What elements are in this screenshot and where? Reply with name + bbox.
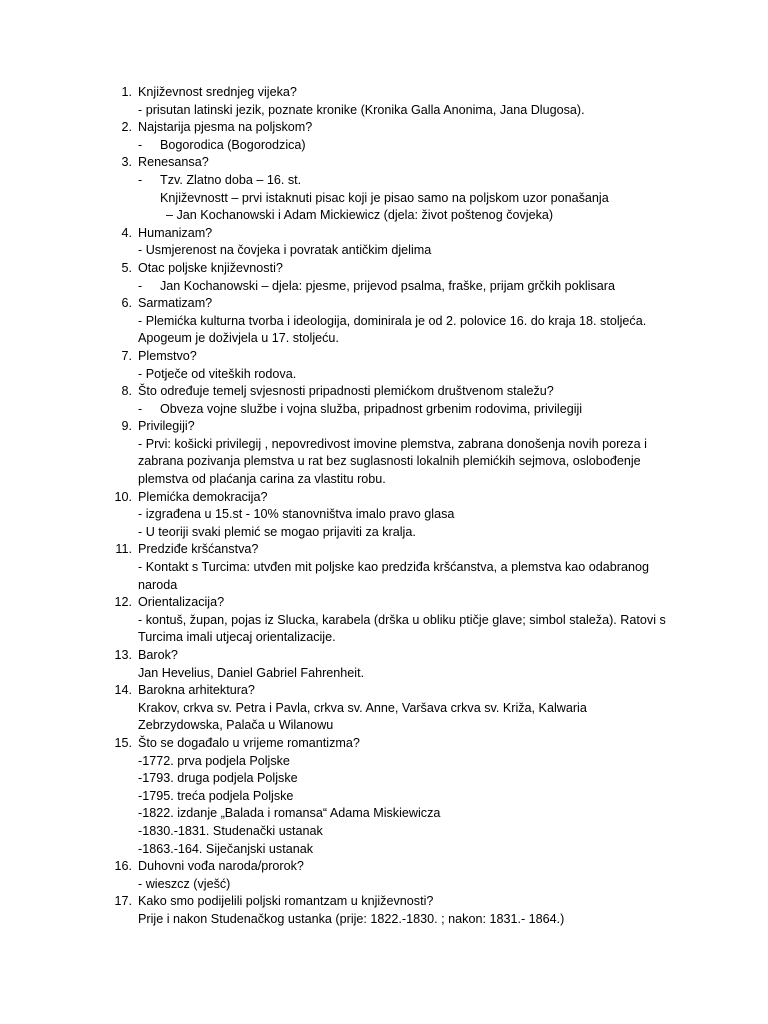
list-number: 11. [115, 542, 132, 557]
list-number: 17. [114, 894, 132, 909]
answer-line [0, 330, 768, 348]
answer-line [0, 700, 768, 718]
answer-line [0, 805, 768, 823]
answer-line [0, 823, 768, 841]
question-line [0, 647, 768, 665]
question-line [0, 682, 768, 700]
question-line [0, 154, 768, 172]
answer-line [0, 612, 768, 630]
answer-text: Prije i nakon Studenačkog ustanka (prije: 1822.-1830. ; nakon: 1831.- 1864.) [138, 911, 565, 926]
answer-line [0, 190, 768, 208]
answer-text: - prisutan latinski jezik, poznate kronike (Kronika Galla Anonima, Jana Dlugosa). [138, 102, 585, 117]
answer-line [0, 577, 768, 595]
question-text: Književnost srednjeg vijeka? [138, 85, 297, 99]
answer-line [0, 366, 768, 384]
answer-line [0, 207, 768, 225]
answer-text: - izgrađena u 15.st - 10% stanovništva imalo pravo glasa [138, 507, 455, 522]
question-line [0, 84, 768, 102]
answer-text: -1830.-1831. Studenački ustanak [138, 823, 323, 838]
question-text: Renesansa? [138, 155, 209, 170]
answer-text: Obveza vojne službe i vojna služba, pripadnost grbenim rodovima, privilegiji [160, 401, 583, 416]
list-number: 10. [114, 489, 132, 504]
answer-line [0, 524, 768, 542]
answer-text: zabrana pozivanja plemstva u rat bez suglasnosti lokalnih plemićkih sejmova, oslobođenje [138, 454, 641, 469]
question-text: Najstarija pjesma na poljskom? [138, 120, 313, 135]
answer-line [0, 841, 768, 859]
question-line [0, 383, 768, 401]
answer-text: Književnostt – prvi istaknuti pisac koji je pisao samo na poljskom uzor ponašanja [160, 190, 609, 205]
list-number: 6. [121, 296, 132, 311]
list-number: 1. [121, 85, 132, 99]
question-line [0, 295, 768, 313]
answer-line [0, 436, 768, 454]
answer-line [0, 629, 768, 647]
list-number: 8. [121, 384, 132, 399]
question-text: Predziđe kršćanstva? [138, 542, 259, 557]
answer-text: naroda [138, 577, 178, 592]
list-number: 13. [114, 648, 132, 662]
question-text: Barokna arhitektura? [138, 683, 255, 698]
answer-line [0, 559, 768, 577]
answer-text: Jan Hevelius, Daniel Gabriel Fahrenheit. [138, 665, 365, 680]
answer-line [0, 753, 768, 771]
answer-text: Apogeum je doživjela u 17. stoljeću. [138, 331, 339, 346]
answer-text: - Plemićka kulturna tvorba i ideologija, dominirala je od 2. polovice 16. do kraja 18. stoljeća. [138, 313, 647, 328]
question-line [0, 541, 768, 559]
question-text: Što se događalo u vrijeme romantizma? [138, 735, 360, 750]
bullet-dash: - [138, 278, 143, 293]
answer-text: - kontuš, župan, pojas iz Slucka, karabela (drška u obliku ptičje glave; simbol staleža). Ratovi s [138, 612, 666, 627]
list-number: 9. [121, 419, 132, 434]
answer-text: Turcima imali utjecaj orientalizacije. [138, 630, 336, 645]
question-line [0, 119, 768, 137]
question-line [0, 418, 768, 436]
answer-text: Tzv. Zlatno doba – 16. st. [160, 172, 302, 187]
question-line [0, 893, 768, 911]
bullet-dash: - [138, 401, 143, 416]
answer-line [0, 172, 768, 190]
answer-line [0, 471, 768, 489]
answer-text: - wieszcz (vješć) [138, 876, 231, 891]
answer-text: -1822. izdanje „Balada i romansa“ Adama Miskiewicza [138, 806, 441, 821]
question-line [0, 594, 768, 612]
answer-line [0, 102, 768, 120]
answer-text: – Jan Kochanowski i Adam Mickiewicz (djela: život poštenog čovjeka) [166, 208, 554, 223]
answer-line [0, 665, 768, 683]
question-text: Otac poljske književnosti? [138, 260, 283, 275]
question-text: Plemstvo? [138, 348, 197, 363]
answer-line [0, 788, 768, 806]
list-number: 5. [121, 260, 132, 275]
answer-text: -1863.-164. Siječanjski ustanak [138, 841, 314, 856]
answer-text: -1795. treća podjela Poljske [138, 788, 294, 803]
list-number: 4. [121, 225, 132, 240]
question-text: Što određuje temelj svjesnosti pripadnosti plemićkom društvenom staležu? [138, 384, 554, 399]
question-line [0, 858, 768, 876]
answer-line [0, 313, 768, 331]
answer-text: plemstva od plaćanja carina za vlastitu robu. [138, 472, 386, 487]
answer-line [0, 911, 768, 929]
question-text: Privilegiji? [138, 419, 195, 434]
question-text: Duhovni vođa naroda/prorok? [138, 859, 304, 874]
list-number: 12. [114, 595, 132, 610]
list-number: 7. [121, 348, 132, 363]
list-number: 14. [114, 683, 132, 698]
answer-text: Bogorodica (Bogorodzica) [160, 137, 306, 152]
answer-line [0, 242, 768, 260]
answer-text: Zebrzydowska, Palača u Wilanowu [138, 718, 334, 733]
question-text: Barok? [138, 648, 178, 662]
question-text: Plemićka demokracija? [138, 489, 268, 504]
question-text: Sarmatizam? [138, 296, 213, 311]
answer-text: - Prvi: košicki privilegij , nepovredivost imovine plemstva, zabrana donošenja novih poreza i [138, 436, 647, 451]
question-text: Humanizam? [138, 225, 213, 240]
answer-line [0, 453, 768, 471]
answer-text: - Potječe od viteških rodova. [138, 366, 297, 381]
answer-line [0, 137, 768, 155]
question-line [0, 260, 768, 278]
bullet-dash: - [138, 172, 143, 187]
question-line [0, 225, 768, 243]
question-line [0, 735, 768, 753]
question-line [0, 489, 768, 507]
answer-line [0, 770, 768, 788]
bullet-dash: - [138, 137, 143, 152]
answer-line [0, 506, 768, 524]
answer-text: Jan Kochanowski – djela: pjesme, prijevod psalma, fraške, prijam grčkih poklisara [160, 278, 615, 293]
question-text: Kako smo podijelili poljski romantzam u književnosti? [138, 894, 434, 909]
answer-text: - U teoriji svaki plemić se mogao prijaviti za kralja. [138, 524, 416, 539]
answer-text: Krakov, crkva sv. Petra i Pavla, crkva sv. Anne, Varšava crkva sv. Križa, Kalwaria [138, 700, 587, 715]
list-number: 15. [114, 735, 132, 750]
document-page [0, 84, 768, 929]
answer-line [0, 278, 768, 296]
answer-text: - Kontakt s Turcima: utvđen mit poljske kao predziđa kršćanstva, a plemstva kao odabranog [138, 560, 649, 575]
answer-line [0, 876, 768, 894]
question-text: Orientalizacija? [138, 595, 225, 610]
answer-text: -1793. druga podjela Poljske [138, 771, 298, 786]
answer-text: -1772. prva podjela Poljske [138, 753, 290, 768]
answer-text: - Usmjerenost na čovjeka i povratak antičkim djelima [138, 243, 432, 258]
list-number: 16. [114, 859, 132, 874]
answer-line [0, 717, 768, 735]
answer-line [0, 401, 768, 419]
question-line [0, 348, 768, 366]
list-number: 3. [121, 155, 132, 170]
list-number: 2. [121, 120, 132, 135]
